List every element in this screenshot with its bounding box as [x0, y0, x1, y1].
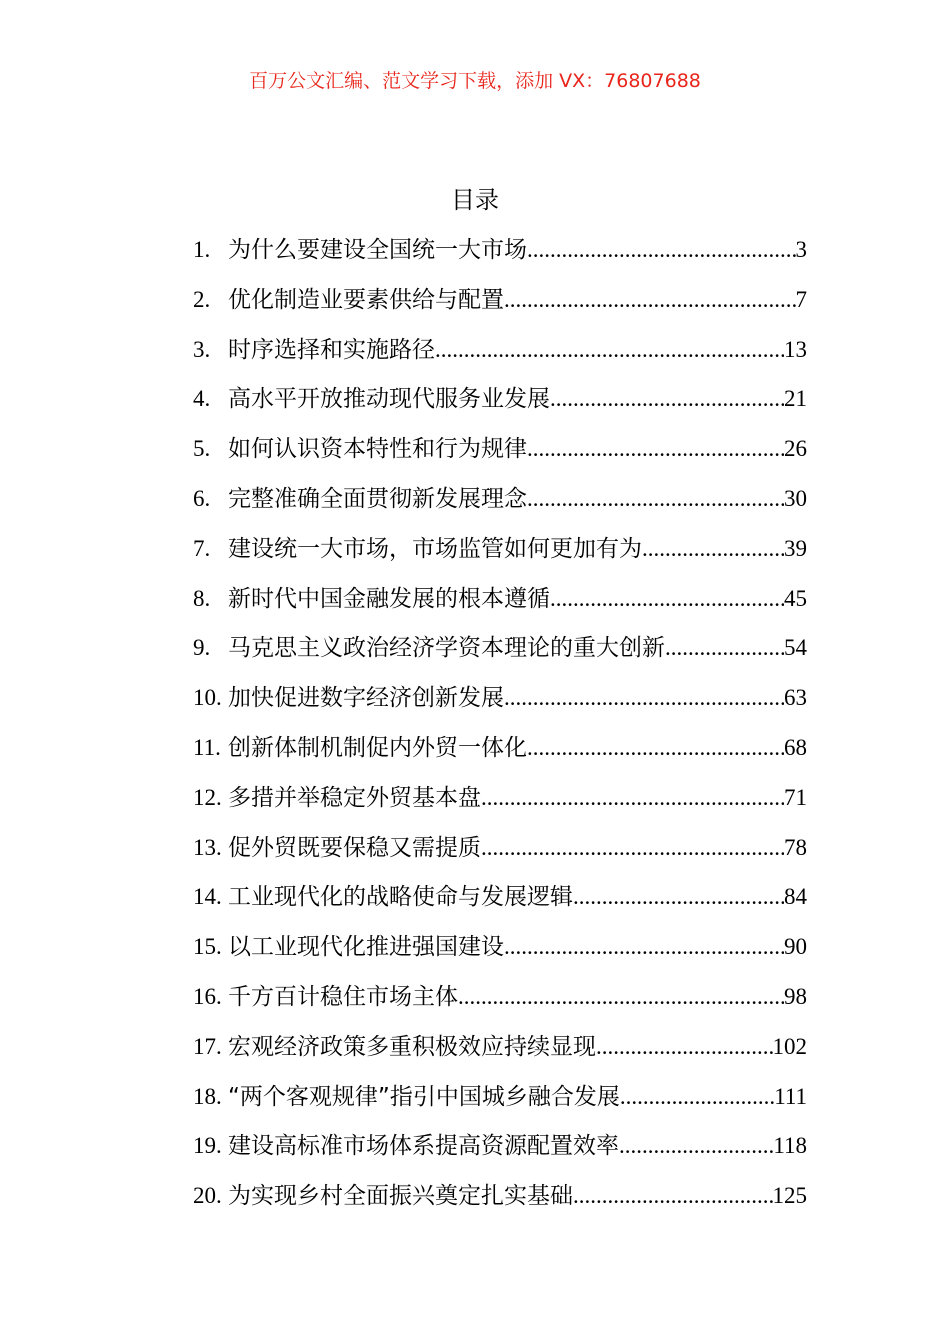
toc-entry-page: 98 [784, 983, 807, 1009]
toc-entry-number: 8. [193, 585, 211, 611]
toc-entry-number: 14. [193, 884, 222, 910]
toc-entry-title[interactable]: 促外贸既要保稳又需提质 [228, 834, 481, 861]
toc-entry-number: 19. [193, 1133, 222, 1159]
toc-entry-title[interactable]: 马克思主义政治经济学资本理论的重大创新 [228, 635, 665, 662]
toc-title: 目录 [451, 186, 499, 214]
toc-entry-title[interactable]: 如何认识资本特性和行为规律 [228, 436, 527, 463]
toc-dot-leader [504, 281, 796, 319]
toc-entry-number: 16. [193, 983, 222, 1009]
toc-entry-page: 125 [772, 1183, 807, 1209]
toc-dot-leader [619, 1127, 773, 1165]
toc-entry-title[interactable]: “两个客观规律”指引中国城乡融合发展 [228, 1083, 620, 1110]
toc-entry-page: 26 [784, 436, 807, 462]
toc-dot-leader [550, 580, 784, 618]
toc-entry[interactable] [193, 829, 807, 879]
toc-entry-page: 63 [784, 685, 807, 711]
toc-entry-number: 17. [193, 1033, 222, 1059]
toc-entry-number: 13. [193, 834, 222, 860]
toc-entry-number: 1. [193, 237, 211, 262]
toc-entry-title[interactable]: 优化制造业要素供给与配置 [228, 286, 504, 313]
toc-entry-page: 21 [784, 386, 807, 412]
toc-entry-title[interactable]: 高水平开放推动现代服务业发展 [228, 386, 550, 413]
toc-entry-page: 54 [784, 635, 807, 661]
table-of-contents [193, 231, 807, 1227]
toc-entry-number: 15. [193, 934, 222, 960]
toc-entry-page: 3 [795, 237, 807, 262]
toc-entry-title[interactable]: 新时代中国金融发展的根本遵循 [228, 585, 550, 612]
toc-dot-leader [527, 430, 784, 468]
toc-entry-title[interactable]: 加快促进数字经济创新发展 [228, 685, 504, 712]
toc-entry-title[interactable]: 时序选择和实施路径 [228, 336, 435, 363]
toc-dot-leader [458, 978, 784, 1016]
toc-entry-page: 39 [784, 535, 807, 561]
toc-entry-page: 68 [784, 734, 807, 760]
toc-dot-leader [504, 928, 784, 966]
toc-entry-number: 2. [193, 286, 211, 312]
toc-dot-leader [642, 530, 784, 568]
toc-entry-number: 6. [193, 485, 211, 511]
toc-entry[interactable] [193, 231, 807, 281]
toc-entry-page: 111 [774, 1083, 807, 1109]
toc-entry-page: 13 [784, 336, 807, 362]
toc-dot-leader [481, 829, 784, 867]
toc-entry-number: 4. [193, 386, 211, 412]
toc-entry[interactable] [193, 978, 807, 1028]
toc-entry-title[interactable]: 为实现乡村全面振兴奠定扎实基础 [228, 1183, 573, 1210]
toc-entry-number: 18. [193, 1083, 222, 1109]
toc-entry-title[interactable]: 建设统一大市场，市场监管如何更加有为 [228, 535, 642, 562]
toc-entry-page: 45 [784, 585, 807, 611]
toc-entry[interactable] [193, 380, 807, 430]
toc-entry[interactable] [193, 629, 807, 679]
toc-entry-number: 3. [193, 336, 211, 362]
toc-dot-leader [527, 729, 784, 767]
toc-entry-title[interactable]: 完整准确全面贯彻新发展理念 [228, 485, 527, 512]
toc-entry-page: 118 [773, 1133, 807, 1159]
toc-entry[interactable] [193, 729, 807, 779]
toc-entry[interactable] [193, 878, 807, 928]
toc-dot-leader [527, 480, 784, 518]
toc-entry[interactable] [193, 530, 807, 580]
toc-entry-number: 9. [193, 635, 211, 661]
toc-dot-leader [550, 380, 784, 418]
toc-entry[interactable] [193, 480, 807, 530]
toc-dot-leader [620, 1078, 774, 1116]
toc-entry-number: 5. [193, 436, 211, 462]
toc-entry[interactable] [193, 1078, 807, 1128]
toc-entry-page: 30 [784, 485, 807, 511]
header-note: 百万公文汇编、范文学习下载，添加 VX：76807688 [249, 70, 701, 92]
toc-dot-leader [481, 779, 784, 817]
toc-entry[interactable] [193, 281, 807, 331]
toc-entry[interactable] [193, 331, 807, 381]
toc-entry-title[interactable]: 创新体制机制促内外贸一体化 [228, 734, 527, 761]
toc-entry[interactable] [193, 1177, 807, 1227]
toc-dot-leader [527, 231, 796, 269]
toc-entry-page: 84 [784, 884, 807, 910]
toc-entry-title[interactable]: 宏观经济政策多重积极效应持续显现 [228, 1033, 596, 1060]
toc-dot-leader [504, 679, 784, 717]
toc-entry-title[interactable]: 工业现代化的战略使命与发展逻辑 [228, 884, 573, 911]
toc-entry-page: 102 [772, 1033, 807, 1059]
toc-entry-title[interactable]: 多措并举稳定外贸基本盘 [228, 784, 481, 811]
toc-dot-leader [573, 878, 784, 916]
toc-entry-page: 7 [795, 286, 807, 312]
toc-entry[interactable] [193, 679, 807, 729]
toc-entry-page: 71 [784, 784, 807, 810]
toc-entry[interactable] [193, 1028, 807, 1078]
toc-entry[interactable] [193, 779, 807, 829]
toc-entry-title[interactable]: 以工业现代化推进强国建设 [228, 934, 504, 961]
toc-entry[interactable] [193, 928, 807, 978]
toc-entry-number: 7. [193, 535, 211, 561]
toc-entry[interactable] [193, 1127, 807, 1177]
toc-dot-leader [573, 1177, 773, 1215]
toc-entry-title[interactable]: 为什么要建设全国统一大市场 [228, 237, 527, 263]
toc-entry-page: 90 [784, 934, 807, 960]
toc-entry-number: 10. [193, 685, 222, 711]
toc-entry-number: 20. [193, 1183, 222, 1209]
toc-dot-leader [596, 1028, 773, 1066]
toc-entry-number: 12. [193, 784, 222, 810]
toc-entry[interactable] [193, 430, 807, 480]
toc-entry-title[interactable]: 建设高标准市场体系提高资源配置效率 [228, 1133, 619, 1160]
toc-dot-leader [435, 331, 784, 369]
toc-entry[interactable] [193, 580, 807, 630]
toc-entry-title[interactable]: 千方百计稳住市场主体 [228, 983, 458, 1010]
toc-dot-leader [665, 629, 784, 667]
toc-entry-page: 78 [784, 834, 807, 860]
toc-entry-number: 11. [193, 734, 221, 760]
